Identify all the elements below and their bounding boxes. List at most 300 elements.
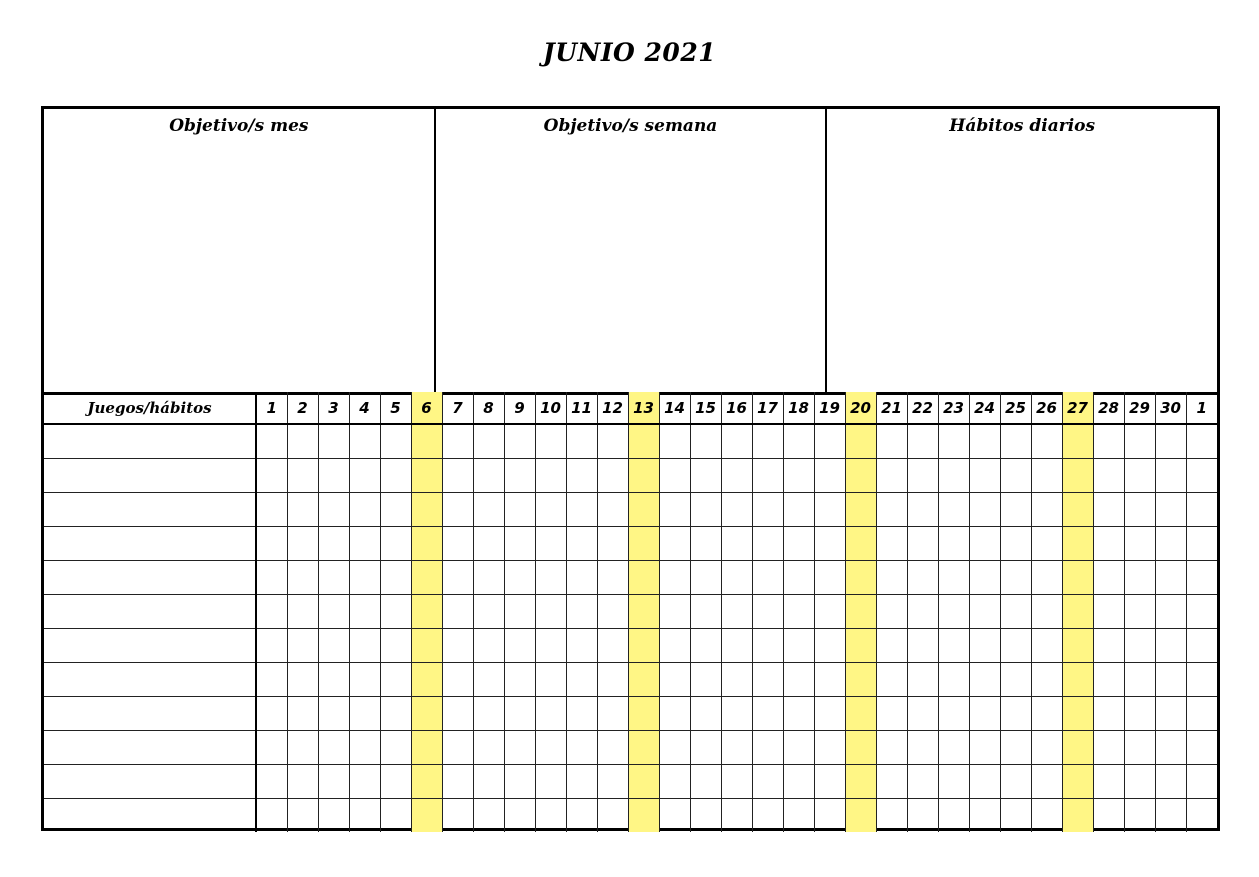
- day-check-cell[interactable]: [1000, 662, 1031, 696]
- day-check-cell[interactable]: [1062, 560, 1093, 594]
- day-check-cell[interactable]: [504, 492, 535, 526]
- day-check-cell[interactable]: [1031, 594, 1062, 628]
- day-check-cell[interactable]: [1062, 798, 1093, 832]
- day-check-cell[interactable]: [411, 764, 442, 798]
- day-check-cell[interactable]: [1031, 764, 1062, 798]
- day-check-cell[interactable]: [628, 628, 659, 662]
- day-check-cell[interactable]: [845, 730, 876, 764]
- day-check-cell[interactable]: [721, 730, 752, 764]
- habit-name-cell[interactable]: [44, 730, 256, 764]
- day-check-cell[interactable]: [659, 492, 690, 526]
- day-check-cell[interactable]: [349, 730, 380, 764]
- day-check-cell[interactable]: [349, 764, 380, 798]
- day-check-cell[interactable]: [752, 526, 783, 560]
- day-check-cell[interactable]: [442, 764, 473, 798]
- day-check-cell[interactable]: [256, 458, 287, 492]
- day-check-cell[interactable]: [1124, 628, 1155, 662]
- day-check-cell[interactable]: [411, 526, 442, 560]
- day-check-cell[interactable]: [1062, 764, 1093, 798]
- day-check-cell[interactable]: [1155, 492, 1186, 526]
- day-check-cell[interactable]: [814, 696, 845, 730]
- day-check-cell[interactable]: [628, 662, 659, 696]
- day-check-cell[interactable]: [535, 492, 566, 526]
- day-check-cell[interactable]: [1186, 798, 1217, 832]
- day-check-cell[interactable]: [721, 458, 752, 492]
- day-check-cell[interactable]: [566, 662, 597, 696]
- day-check-cell[interactable]: [566, 492, 597, 526]
- day-check-cell[interactable]: [1155, 594, 1186, 628]
- day-check-cell[interactable]: [752, 458, 783, 492]
- day-check-cell[interactable]: [814, 798, 845, 832]
- day-check-cell[interactable]: [1062, 458, 1093, 492]
- day-check-cell[interactable]: [1031, 628, 1062, 662]
- day-check-cell[interactable]: [1000, 696, 1031, 730]
- day-check-cell[interactable]: [783, 424, 814, 458]
- day-check-cell[interactable]: [969, 424, 1000, 458]
- day-check-cell[interactable]: [349, 560, 380, 594]
- day-check-cell[interactable]: [938, 696, 969, 730]
- day-check-cell[interactable]: [597, 730, 628, 764]
- day-check-cell[interactable]: [628, 526, 659, 560]
- day-check-cell[interactable]: [349, 458, 380, 492]
- day-check-cell[interactable]: [473, 458, 504, 492]
- day-check-cell[interactable]: [473, 764, 504, 798]
- day-check-cell[interactable]: [938, 492, 969, 526]
- day-check-cell[interactable]: [535, 526, 566, 560]
- day-check-cell[interactable]: [566, 560, 597, 594]
- day-check-cell[interactable]: [256, 662, 287, 696]
- day-check-cell[interactable]: [411, 662, 442, 696]
- day-check-cell[interactable]: [1124, 696, 1155, 730]
- day-check-cell[interactable]: [349, 492, 380, 526]
- day-check-cell[interactable]: [318, 730, 349, 764]
- day-check-cell[interactable]: [597, 764, 628, 798]
- day-check-cell[interactable]: [690, 424, 721, 458]
- day-check-cell[interactable]: [752, 594, 783, 628]
- day-check-cell[interactable]: [845, 662, 876, 696]
- day-check-cell[interactable]: [1062, 424, 1093, 458]
- day-check-cell[interactable]: [318, 560, 349, 594]
- day-check-cell[interactable]: [752, 798, 783, 832]
- day-check-cell[interactable]: [256, 730, 287, 764]
- day-check-cell[interactable]: [690, 594, 721, 628]
- day-check-cell[interactable]: [411, 730, 442, 764]
- day-check-cell[interactable]: [411, 424, 442, 458]
- day-check-cell[interactable]: [380, 526, 411, 560]
- day-check-cell[interactable]: [1093, 662, 1124, 696]
- day-check-cell[interactable]: [938, 628, 969, 662]
- day-check-cell[interactable]: [876, 492, 907, 526]
- day-check-cell[interactable]: [1186, 764, 1217, 798]
- day-check-cell[interactable]: [473, 696, 504, 730]
- day-check-cell[interactable]: [659, 628, 690, 662]
- day-check-cell[interactable]: [318, 662, 349, 696]
- day-check-cell[interactable]: [845, 696, 876, 730]
- day-check-cell[interactable]: [504, 526, 535, 560]
- day-check-cell[interactable]: [597, 424, 628, 458]
- day-check-cell[interactable]: [566, 594, 597, 628]
- day-check-cell[interactable]: [1062, 492, 1093, 526]
- weekly-goals-box[interactable]: [436, 109, 828, 392]
- day-check-cell[interactable]: [814, 662, 845, 696]
- day-check-cell[interactable]: [938, 526, 969, 560]
- day-check-cell[interactable]: [783, 798, 814, 832]
- day-check-cell[interactable]: [566, 730, 597, 764]
- day-check-cell[interactable]: [845, 560, 876, 594]
- day-check-cell[interactable]: [1000, 730, 1031, 764]
- day-check-cell[interactable]: [442, 458, 473, 492]
- day-check-cell[interactable]: [938, 764, 969, 798]
- day-check-cell[interactable]: [1031, 798, 1062, 832]
- day-check-cell[interactable]: [1124, 526, 1155, 560]
- day-check-cell[interactable]: [535, 798, 566, 832]
- day-check-cell[interactable]: [690, 492, 721, 526]
- day-check-cell[interactable]: [349, 662, 380, 696]
- day-check-cell[interactable]: [256, 764, 287, 798]
- day-check-cell[interactable]: [1124, 458, 1155, 492]
- day-check-cell[interactable]: [752, 730, 783, 764]
- day-check-cell[interactable]: [349, 628, 380, 662]
- day-check-cell[interactable]: [1186, 492, 1217, 526]
- day-check-cell[interactable]: [442, 424, 473, 458]
- day-check-cell[interactable]: [504, 560, 535, 594]
- day-check-cell[interactable]: [938, 730, 969, 764]
- day-check-cell[interactable]: [659, 560, 690, 594]
- day-check-cell[interactable]: [411, 492, 442, 526]
- day-check-cell[interactable]: [1000, 594, 1031, 628]
- day-check-cell[interactable]: [442, 594, 473, 628]
- day-check-cell[interactable]: [1186, 662, 1217, 696]
- day-check-cell[interactable]: [721, 764, 752, 798]
- day-check-cell[interactable]: [1093, 560, 1124, 594]
- day-check-cell[interactable]: [876, 764, 907, 798]
- day-check-cell[interactable]: [845, 764, 876, 798]
- day-check-cell[interactable]: [504, 764, 535, 798]
- day-check-cell[interactable]: [287, 628, 318, 662]
- day-check-cell[interactable]: [411, 594, 442, 628]
- day-check-cell[interactable]: [287, 526, 318, 560]
- habit-name-cell[interactable]: [44, 662, 256, 696]
- day-check-cell[interactable]: [473, 730, 504, 764]
- day-check-cell[interactable]: [1062, 662, 1093, 696]
- day-check-cell[interactable]: [1093, 526, 1124, 560]
- daily-habits-box[interactable]: [827, 109, 1217, 392]
- day-check-cell[interactable]: [535, 662, 566, 696]
- day-check-cell[interactable]: [783, 730, 814, 764]
- day-check-cell[interactable]: [1124, 662, 1155, 696]
- day-check-cell[interactable]: [597, 560, 628, 594]
- day-check-cell[interactable]: [659, 696, 690, 730]
- day-check-cell[interactable]: [566, 526, 597, 560]
- day-check-cell[interactable]: [783, 526, 814, 560]
- day-check-cell[interactable]: [380, 730, 411, 764]
- day-check-cell[interactable]: [1155, 696, 1186, 730]
- day-check-cell[interactable]: [1031, 662, 1062, 696]
- day-check-cell[interactable]: [969, 526, 1000, 560]
- day-check-cell[interactable]: [1000, 628, 1031, 662]
- day-check-cell[interactable]: [535, 764, 566, 798]
- day-check-cell[interactable]: [1062, 594, 1093, 628]
- day-check-cell[interactable]: [380, 458, 411, 492]
- day-check-cell[interactable]: [442, 492, 473, 526]
- day-check-cell[interactable]: [783, 696, 814, 730]
- day-check-cell[interactable]: [969, 594, 1000, 628]
- day-check-cell[interactable]: [1155, 526, 1186, 560]
- day-check-cell[interactable]: [814, 458, 845, 492]
- day-check-cell[interactable]: [1155, 560, 1186, 594]
- day-check-cell[interactable]: [1155, 764, 1186, 798]
- day-check-cell[interactable]: [1000, 526, 1031, 560]
- day-check-cell[interactable]: [969, 730, 1000, 764]
- day-check-cell[interactable]: [256, 798, 287, 832]
- day-check-cell[interactable]: [659, 594, 690, 628]
- day-check-cell[interactable]: [473, 628, 504, 662]
- day-check-cell[interactable]: [907, 424, 938, 458]
- day-check-cell[interactable]: [1186, 628, 1217, 662]
- day-check-cell[interactable]: [256, 594, 287, 628]
- day-check-cell[interactable]: [814, 628, 845, 662]
- day-check-cell[interactable]: [659, 424, 690, 458]
- day-check-cell[interactable]: [659, 526, 690, 560]
- day-check-cell[interactable]: [721, 424, 752, 458]
- day-check-cell[interactable]: [1031, 696, 1062, 730]
- day-check-cell[interactable]: [1186, 424, 1217, 458]
- day-check-cell[interactable]: [907, 526, 938, 560]
- day-check-cell[interactable]: [814, 764, 845, 798]
- day-check-cell[interactable]: [1031, 560, 1062, 594]
- day-check-cell[interactable]: [442, 662, 473, 696]
- day-check-cell[interactable]: [752, 424, 783, 458]
- day-check-cell[interactable]: [442, 560, 473, 594]
- day-check-cell[interactable]: [287, 594, 318, 628]
- day-check-cell[interactable]: [1155, 798, 1186, 832]
- day-check-cell[interactable]: [1031, 458, 1062, 492]
- day-check-cell[interactable]: [628, 696, 659, 730]
- day-check-cell[interactable]: [783, 662, 814, 696]
- day-check-cell[interactable]: [287, 560, 318, 594]
- day-check-cell[interactable]: [287, 662, 318, 696]
- day-check-cell[interactable]: [349, 798, 380, 832]
- day-check-cell[interactable]: [1093, 696, 1124, 730]
- day-check-cell[interactable]: [1093, 594, 1124, 628]
- day-check-cell[interactable]: [380, 492, 411, 526]
- day-check-cell[interactable]: [442, 628, 473, 662]
- day-check-cell[interactable]: [814, 594, 845, 628]
- day-check-cell[interactable]: [566, 798, 597, 832]
- day-check-cell[interactable]: [566, 458, 597, 492]
- day-check-cell[interactable]: [473, 492, 504, 526]
- day-check-cell[interactable]: [1062, 628, 1093, 662]
- day-check-cell[interactable]: [597, 526, 628, 560]
- day-check-cell[interactable]: [597, 662, 628, 696]
- day-check-cell[interactable]: [907, 696, 938, 730]
- day-check-cell[interactable]: [287, 730, 318, 764]
- day-check-cell[interactable]: [814, 424, 845, 458]
- day-check-cell[interactable]: [969, 696, 1000, 730]
- habit-name-cell[interactable]: [44, 764, 256, 798]
- day-check-cell[interactable]: [659, 764, 690, 798]
- day-check-cell[interactable]: [504, 594, 535, 628]
- day-check-cell[interactable]: [1186, 526, 1217, 560]
- day-check-cell[interactable]: [1093, 730, 1124, 764]
- day-check-cell[interactable]: [783, 594, 814, 628]
- day-check-cell[interactable]: [752, 492, 783, 526]
- day-check-cell[interactable]: [876, 526, 907, 560]
- day-check-cell[interactable]: [1186, 458, 1217, 492]
- day-check-cell[interactable]: [721, 492, 752, 526]
- day-check-cell[interactable]: [907, 764, 938, 798]
- day-check-cell[interactable]: [907, 628, 938, 662]
- day-check-cell[interactable]: [380, 628, 411, 662]
- day-check-cell[interactable]: [1000, 424, 1031, 458]
- day-check-cell[interactable]: [287, 696, 318, 730]
- day-check-cell[interactable]: [628, 458, 659, 492]
- day-check-cell[interactable]: [411, 628, 442, 662]
- day-check-cell[interactable]: [504, 798, 535, 832]
- day-check-cell[interactable]: [380, 696, 411, 730]
- day-check-cell[interactable]: [256, 628, 287, 662]
- day-check-cell[interactable]: [318, 696, 349, 730]
- day-check-cell[interactable]: [876, 798, 907, 832]
- day-check-cell[interactable]: [442, 526, 473, 560]
- day-check-cell[interactable]: [690, 662, 721, 696]
- day-check-cell[interactable]: [721, 628, 752, 662]
- day-check-cell[interactable]: [442, 798, 473, 832]
- day-check-cell[interactable]: [411, 798, 442, 832]
- day-check-cell[interactable]: [349, 696, 380, 730]
- day-check-cell[interactable]: [1124, 764, 1155, 798]
- day-check-cell[interactable]: [318, 424, 349, 458]
- day-check-cell[interactable]: [690, 526, 721, 560]
- day-check-cell[interactable]: [938, 560, 969, 594]
- day-check-cell[interactable]: [938, 458, 969, 492]
- day-check-cell[interactable]: [1093, 424, 1124, 458]
- day-check-cell[interactable]: [442, 696, 473, 730]
- day-check-cell[interactable]: [535, 560, 566, 594]
- day-check-cell[interactable]: [473, 662, 504, 696]
- day-check-cell[interactable]: [690, 560, 721, 594]
- day-check-cell[interactable]: [1093, 458, 1124, 492]
- day-check-cell[interactable]: [845, 594, 876, 628]
- day-check-cell[interactable]: [969, 492, 1000, 526]
- day-check-cell[interactable]: [380, 594, 411, 628]
- day-check-cell[interactable]: [597, 628, 628, 662]
- habit-name-cell[interactable]: [44, 628, 256, 662]
- day-check-cell[interactable]: [1124, 424, 1155, 458]
- day-check-cell[interactable]: [721, 594, 752, 628]
- day-check-cell[interactable]: [1155, 662, 1186, 696]
- day-check-cell[interactable]: [473, 424, 504, 458]
- day-check-cell[interactable]: [721, 560, 752, 594]
- day-check-cell[interactable]: [628, 730, 659, 764]
- day-check-cell[interactable]: [969, 560, 1000, 594]
- day-check-cell[interactable]: [535, 594, 566, 628]
- day-check-cell[interactable]: [690, 696, 721, 730]
- day-check-cell[interactable]: [1000, 458, 1031, 492]
- day-check-cell[interactable]: [597, 594, 628, 628]
- day-check-cell[interactable]: [907, 662, 938, 696]
- day-check-cell[interactable]: [535, 696, 566, 730]
- day-check-cell[interactable]: [287, 492, 318, 526]
- day-check-cell[interactable]: [287, 764, 318, 798]
- day-check-cell[interactable]: [628, 764, 659, 798]
- day-check-cell[interactable]: [349, 594, 380, 628]
- day-check-cell[interactable]: [1000, 798, 1031, 832]
- day-check-cell[interactable]: [1186, 560, 1217, 594]
- habit-name-cell[interactable]: [44, 458, 256, 492]
- day-check-cell[interactable]: [659, 662, 690, 696]
- day-check-cell[interactable]: [1031, 730, 1062, 764]
- day-check-cell[interactable]: [597, 696, 628, 730]
- day-check-cell[interactable]: [783, 764, 814, 798]
- day-check-cell[interactable]: [628, 424, 659, 458]
- day-check-cell[interactable]: [876, 628, 907, 662]
- day-check-cell[interactable]: [845, 526, 876, 560]
- day-check-cell[interactable]: [411, 560, 442, 594]
- day-check-cell[interactable]: [628, 492, 659, 526]
- day-check-cell[interactable]: [845, 798, 876, 832]
- habit-name-cell[interactable]: [44, 492, 256, 526]
- day-check-cell[interactable]: [814, 560, 845, 594]
- day-check-cell[interactable]: [690, 798, 721, 832]
- day-check-cell[interactable]: [783, 628, 814, 662]
- day-check-cell[interactable]: [907, 458, 938, 492]
- day-check-cell[interactable]: [318, 492, 349, 526]
- day-check-cell[interactable]: [845, 492, 876, 526]
- day-check-cell[interactable]: [845, 424, 876, 458]
- day-check-cell[interactable]: [876, 696, 907, 730]
- day-check-cell[interactable]: [1124, 560, 1155, 594]
- day-check-cell[interactable]: [1031, 424, 1062, 458]
- day-check-cell[interactable]: [566, 424, 597, 458]
- day-check-cell[interactable]: [349, 424, 380, 458]
- day-check-cell[interactable]: [256, 526, 287, 560]
- day-check-cell[interactable]: [752, 696, 783, 730]
- day-check-cell[interactable]: [1093, 492, 1124, 526]
- monthly-goals-box[interactable]: [44, 109, 436, 392]
- day-check-cell[interactable]: [938, 424, 969, 458]
- day-check-cell[interactable]: [1093, 764, 1124, 798]
- day-check-cell[interactable]: [752, 764, 783, 798]
- day-check-cell[interactable]: [1062, 526, 1093, 560]
- day-check-cell[interactable]: [907, 798, 938, 832]
- day-check-cell[interactable]: [721, 798, 752, 832]
- day-check-cell[interactable]: [876, 594, 907, 628]
- habit-name-cell[interactable]: [44, 594, 256, 628]
- day-check-cell[interactable]: [938, 594, 969, 628]
- day-check-cell[interactable]: [256, 696, 287, 730]
- day-check-cell[interactable]: [628, 560, 659, 594]
- day-check-cell[interactable]: [442, 730, 473, 764]
- day-check-cell[interactable]: [597, 492, 628, 526]
- day-check-cell[interactable]: [256, 424, 287, 458]
- day-check-cell[interactable]: [752, 662, 783, 696]
- day-check-cell[interactable]: [969, 458, 1000, 492]
- day-check-cell[interactable]: [318, 628, 349, 662]
- day-check-cell[interactable]: [876, 424, 907, 458]
- day-check-cell[interactable]: [473, 594, 504, 628]
- day-check-cell[interactable]: [597, 798, 628, 832]
- day-check-cell[interactable]: [876, 730, 907, 764]
- day-check-cell[interactable]: [876, 458, 907, 492]
- day-check-cell[interactable]: [566, 764, 597, 798]
- habit-name-cell[interactable]: [44, 696, 256, 730]
- day-check-cell[interactable]: [969, 798, 1000, 832]
- day-check-cell[interactable]: [380, 424, 411, 458]
- day-check-cell[interactable]: [1124, 730, 1155, 764]
- day-check-cell[interactable]: [845, 628, 876, 662]
- day-check-cell[interactable]: [535, 628, 566, 662]
